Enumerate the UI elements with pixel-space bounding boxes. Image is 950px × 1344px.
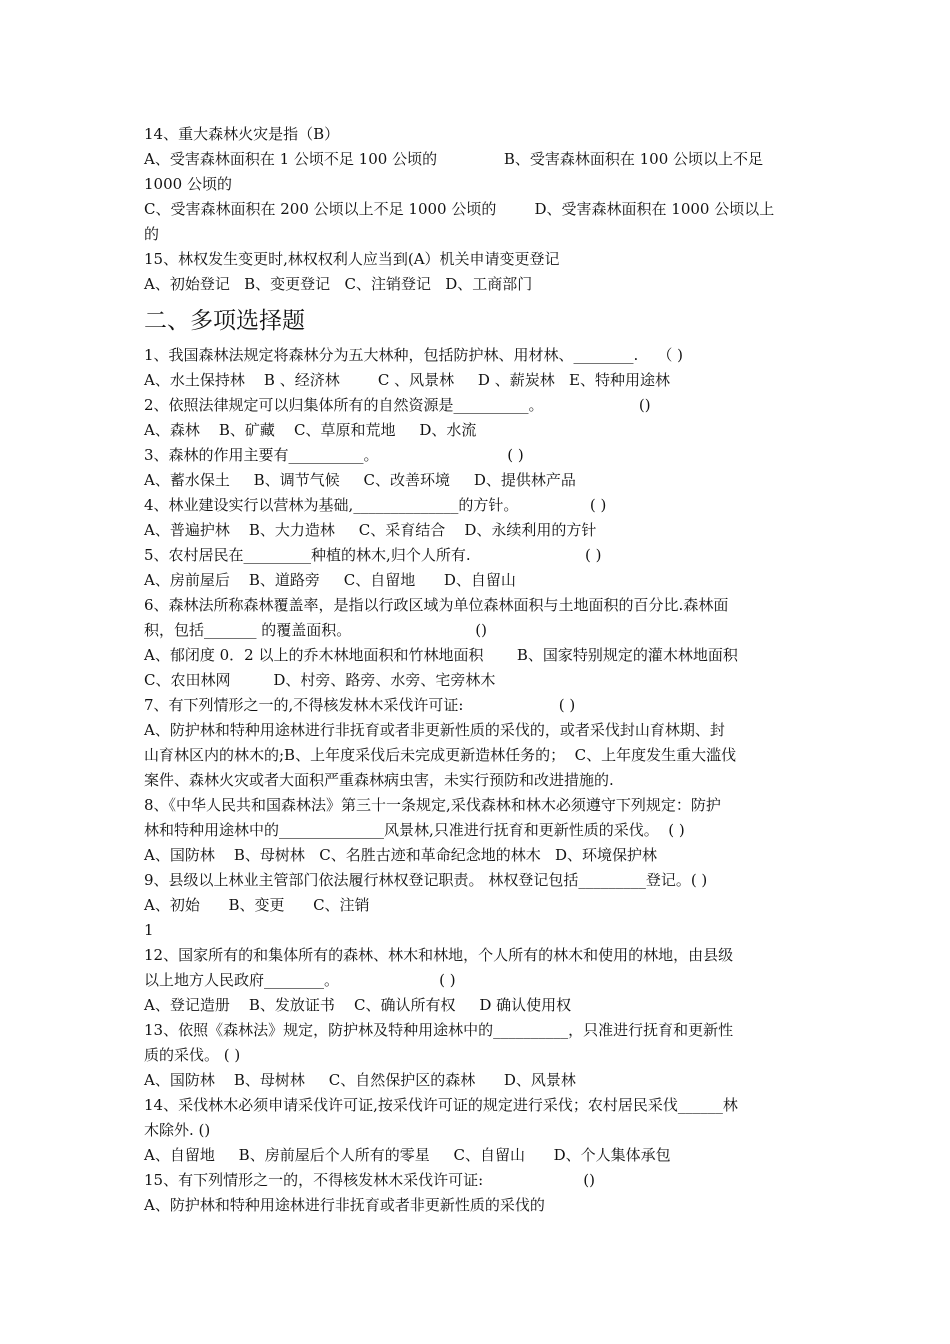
text-line: 1、我国森林法规定将森林分为五大林种，包括防护林、用材林、________. （ ) [144,346,684,364]
text-line: A、蓄水保土 B、调节气候 C、改善环境 D、提供林产品 [144,471,576,489]
text-line: A、防护林和特种用途林进行非抚育或者非更新性质的采伐的，或者采伐封山育林期、封 [144,721,725,739]
text-line: 14、重大森林火灾是指（B） [144,125,340,143]
text-line: 1000 公顷的 [144,175,232,193]
text-line: 3、森林的作用主要有__________。 ( ) [144,446,524,464]
text-line: A、国防林 B、母树林 C、名胜古迹和革命纪念地的林木 D、环境保护林 [144,846,658,864]
text-line: A、初始 B、变更 C、注销 [144,896,370,914]
section-title: 二、多项选择题 [144,308,305,334]
text-line: A、自留地 B、房前屋后个人所有的零星 C、自留山 D、个人集体承包 [144,1146,671,1164]
text-line: 8、《中华人民共和国森林法》第三十一条规定,采伐森林和林木必须遵守下列规定：防护 [144,796,721,814]
text-line: 以上地方人民政府________。 ( ) [144,971,456,989]
text-line: 积，包括_______ 的覆盖面积。 () [144,621,487,639]
text-line: 林和特种用途林中的______________风景林,只准进行抚育和更新性质的采伐。 ( ) [144,821,685,839]
text-line: A、防护林和特种用途林进行非抚育或者非更新性质的采伐的 [144,1196,545,1214]
text-line: 木除外. () [144,1121,211,1139]
document-page [144,122,814,1218]
text-line: C、受害森林面积在 200 公顷以上不足 1000 公顷的 D、受害森林面积在 1000 公顷以上 [144,200,775,218]
text-line: 山育林区内的林木的;B、上年度采伐后未完成更新造林任务的； C、上年度发生重大滥伐 [144,746,737,764]
text-line: C、农田林网 D、村旁、路旁、水旁、宅旁林木 [144,671,496,689]
text-line: A、受害森林面积在 1 公顷不足 100 公顷的 B、受害森林面积在 100 公顷以上不足 [144,150,764,168]
text-line: 案件、森林火灾或者大面积严重森林病虫害，未实行预防和改进措施的. [144,771,614,789]
text-line: 5、农村居民在_________种植的林木,归个人所有. ( ) [144,546,602,564]
text-line: A、普遍护林 B、大力造林 C、采育结合 D、永续利用的方针 [144,521,597,539]
text-line: A、登记造册 B、发放证书 C、确认所有权 D 确认使用权 [144,996,572,1014]
text-line: 15、林权发生变更时,林权权利人应当到(A）机关申请变更登记 [144,250,560,268]
text-line: 的 [144,225,160,243]
text-line: 4、林业建设实行以营林为基础,______________的方针。 ( ) [144,496,607,514]
text-line: 12、国家所有的和集体所有的森林、林木和林地，个人所有的林木和使用的林地，由县级 [144,946,734,964]
text-line: A、房前屋后 B、道路旁 C、自留地 D、自留山 [144,571,516,589]
text-line: 7、有下列情形之一的,不得核发林木采伐许可证: ( ) [144,696,576,714]
text-line: 6、森林法所称森林覆盖率，是指以行政区域为单位森林面积与土地面积的百分比.森林面 [144,596,729,614]
text-line: 14、采伐林木必须申请采伐许可证,按采伐许可证的规定进行采伐；农村居民采伐______林 [144,1096,738,1114]
question-block-multiple-choice [144,343,814,1218]
text-line: 13、依照《森林法》规定，防护林及特种用途林中的__________，只准进行抚育和更新性 [144,1021,734,1039]
text-line: 1 [144,921,154,939]
question-block-single-choice [144,122,814,297]
text-line: A、郁闭度 0．2 以上的乔木林地面积和竹林地面积 B、国家特别规定的灌木林地面积 [144,646,738,664]
text-line: A、初始登记 B、变更登记 C、注销登记 D、工商部门 [144,275,533,293]
text-line: 质的采伐。 ( ) [144,1046,241,1064]
text-line: 15、有下列情形之一的，不得核发林木采伐许可证: () [144,1171,595,1189]
text-line: 2、依照法律规定可以归集体所有的自然资源是__________。 () [144,396,651,414]
text-line: A、森林 B、矿藏 C、草原和荒地 D、水流 [144,421,477,439]
text-line: 9、县级以上林业主管部门依法履行林权登记职责。 林权登记包括_________登记。( ) [144,871,708,889]
text-line: A、国防林 B、母树林 C、自然保护区的森林 D、风景林 [144,1071,576,1089]
text-line: A、水土保持林 B 、经济林 C 、风景林 D 、薪炭林 E、特种用途林 [144,371,670,389]
